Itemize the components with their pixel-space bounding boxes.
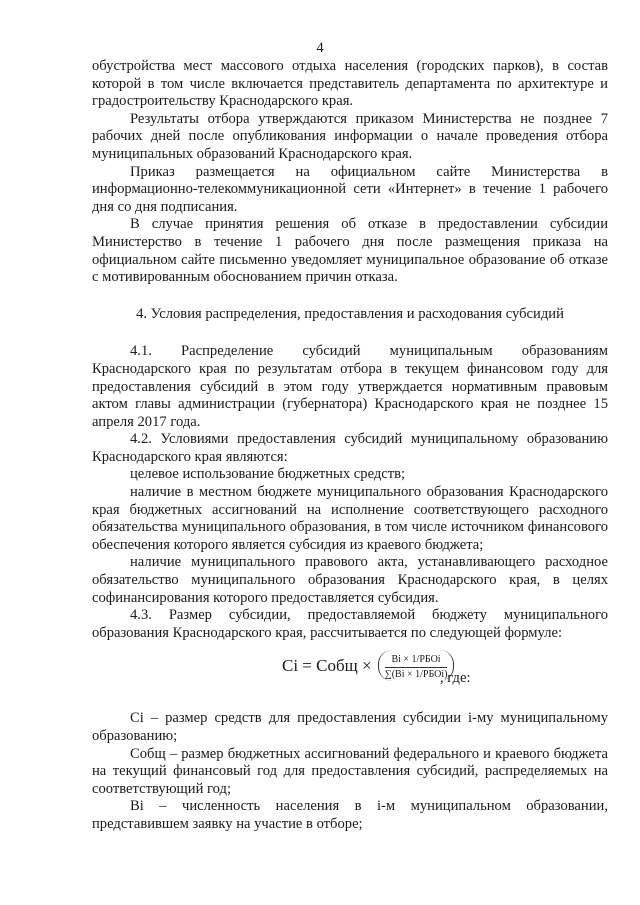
paragraph: Cобщ – размер бюджетных ассигнований федерального и краевого бюджета на текущий финансовый год для предоставления субсидий, распределяемых на соответствующий год; — [92, 745, 608, 797]
paragraph: целевое использование бюджетных средств; — [130, 466, 406, 483]
paragraph: 4.1. Распределение субсидий муниципальным образованиям Краснодарского края по результатам отбора в текущем финансовом году для предоставления субсидий в этом году утверждается нормативным правовым актом главы администрации (губернатора) Краснодарского края не позднее 15 апреля 2017 года. — [92, 343, 608, 430]
formula — [282, 650, 454, 681]
formula-denominator: ∑(Bi × 1/РБОi) — [384, 669, 448, 681]
paragraph: Ci – размер средств для предоставления субсидии i-му муниципальному образованию; — [92, 710, 608, 744]
paragraph: В случае принятия решения об отказе в предоставлении субсидии Министерство в течение 1 рабочего дня после размещения приказа на официальном сайте письменно уведомляет муниципальное образование об отказе с мотивированным обоснованием причин отказа. — [92, 216, 608, 286]
paragraph: Результаты отбора утверждаются приказом Министерства не позднее 7 рабочих дней после опубликования информации о начале проведения отбора муниципальных образований Краснодарского края. — [92, 110, 608, 162]
formula-block — [92, 646, 608, 700]
paragraph: 4.2. Условиями предоставления субсидий муниципальному образованию Краснодарского края являются: — [92, 431, 608, 465]
paragraph: 4.3. Размер субсидии, предоставляемой бюджету муниципального образования Краснодарского края, рассчитывается по следующей формуле: — [92, 607, 608, 641]
fraction-bar — [385, 667, 448, 668]
paragraph: наличие в местном бюджете муниципального образования Краснодарского края бюджетных ассигнований на исполнение соответствующего расходного обязательства муниципального образования, в том числе источником финансового обеспечения которого является субсидия из краевого бюджета; — [92, 484, 608, 553]
section-heading: 4. Условия распределения, предоставления и расходования субсидий — [136, 305, 564, 322]
paragraph: обустройства мест массового отдыха населения (городских парков), в состав которой в том числе включается представитель департамента по архитектуре и градостроительству Краснодарского края. — [92, 58, 608, 110]
formula-lhs: Ci = Cобщ × — [282, 656, 372, 676]
formula-fraction — [385, 654, 448, 681]
paragraph: Bi – численность населения в i-м муниципальном образовании, представившем заявку на участие в отборе; — [92, 798, 608, 832]
document-body — [92, 58, 608, 834]
formula-suffix: , где: — [440, 670, 471, 687]
formula-numerator: Bi × 1/РБОi — [391, 654, 441, 666]
paragraph: наличие муниципального правового акта, устанавливающего расходное обязательство муниципального образования Краснодарского края, в целях софинансирования которого предоставляется субсидия. — [92, 554, 608, 606]
page-number: 4 — [316, 40, 324, 56]
paragraph: Приказ размещается на официальном сайте Министерства в информационно-телекоммуникационной сети «Интернет» в течение 1 рабочего дня со дня подписания. — [92, 163, 608, 215]
